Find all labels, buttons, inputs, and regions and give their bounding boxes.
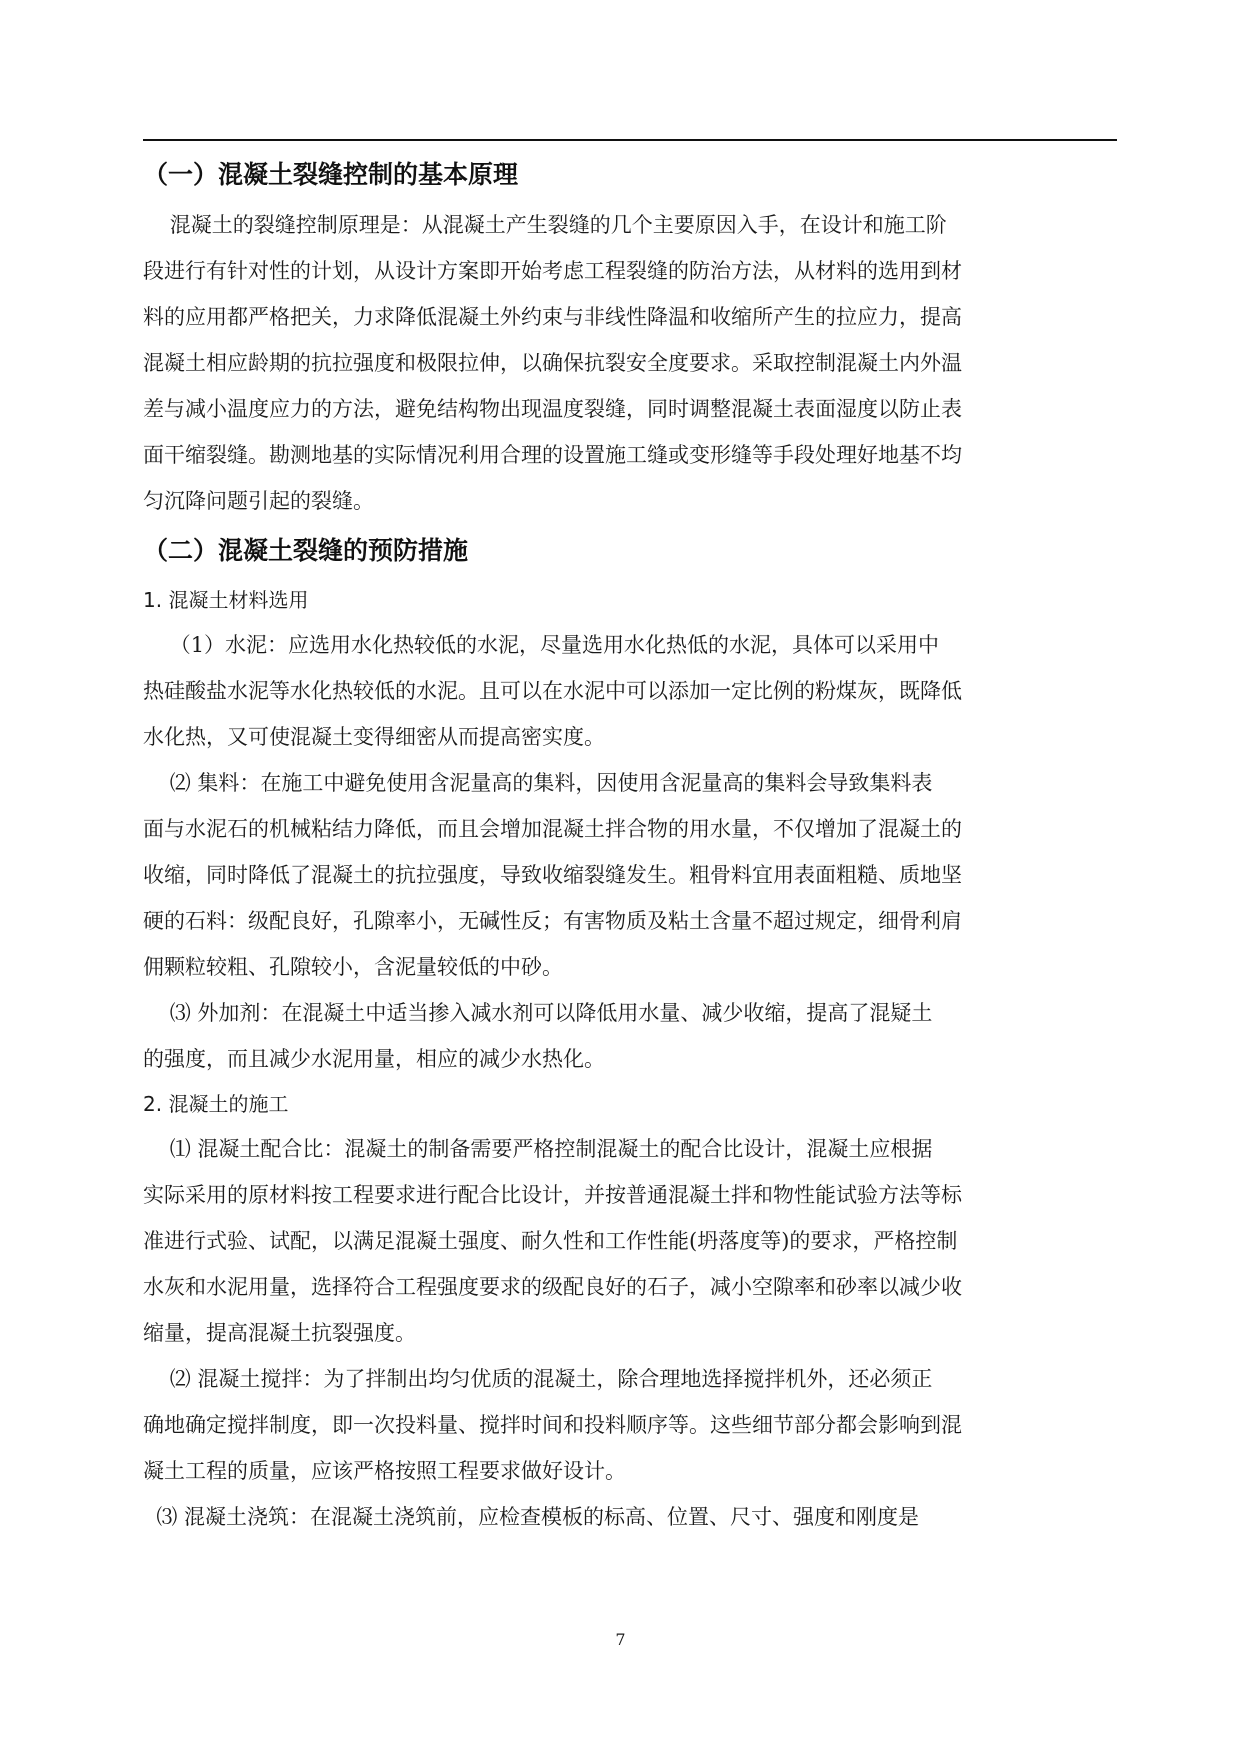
pouring-paragraph: ⑶ 混凝土浇筑：在混凝土浇筑前，应检查模板的标高、位置、尺寸、强度和刚度是	[143, 1505, 920, 1529]
section-heading-principles: （一）混凝土裂缝控制的基本原理	[143, 160, 519, 189]
mix-ratio-paragraph: ⑴ 混凝土配合比：混凝土的制备需要严格控制混凝土的配合比设计，混凝土应根据 实际采用的原材料按工程要求进行配合比设计，并按普通混凝土拌和物性能试验方法等标 准进行式验、试配，以满足混凝土强度、耐久性和工作性能(坍落度等)的要求，严格控制 水灰和水泥用量，选择符合工程强度要求的级配良好的石子，减小空隙率和砂率以减少收 缩量，提高混凝土抗裂强度。	[143, 1137, 962, 1345]
mixing-paragraph: ⑵ 混凝土搅拌：为了拌制出均匀优质的混凝土，除合理地选择搅拌机外，还必须正 确地确定搅拌制度，即一次投料量、搅拌时间和投料顺序等。这些细节部分都会影响到混 凝土工程的质量，应该严格按照工程要求做好设计。	[143, 1367, 962, 1483]
section-heading-prevention: （二）混凝土裂缝的预防措施	[143, 536, 469, 565]
principles-paragraph: 混凝土的裂缝控制原理是：从混凝土产生裂缝的几个主要原因入手，在设计和施工阶 段进行有针对性的计划，从设计方案即开始考虑工程裂缝的防治方法，从材料的选用到材 料的应用都严格把关，力求降低混凝土外约束与非线性降温和收缩所产生的拉应力，提高 混凝土相应龄期的抗拉强度和极限拉伸，以确保抗裂安全度要求。采取控制混凝土内外温 差与减小温度应力的方法，避免结构物出现温度裂缝，同时调整混凝土表面湿度以防止表 面干缩裂缝。勘测地基的实际情况利用合理的设置施工缝或变形缝等手段处理好地基不均 匀沉降问题引起的裂缝。	[143, 213, 962, 513]
subsection-title-construction: 2. 混凝土的施工	[143, 1092, 289, 1116]
cement-paragraph: （1）水泥：应选用水化热较低的水泥，尽量选用水化热低的水泥，具体可以采用中 热硅酸盐水泥等水化热较低的水泥。且可以在水泥中可以添加一定比例的粉煤灰，既降低 水化热，又可使混凝土变得细密从而提高密实度。	[143, 633, 962, 749]
aggregate-paragraph: ⑵ 集料：在施工中避免使用含泥量高的集料，因使用含泥量高的集料会导致集料表 面与水泥石的机械粘结力降低，而且会增加混凝土拌合物的用水量，不仅增加了混凝土的 收缩，同时降低了混凝土的抗拉强度，导致收缩裂缝发生。粗骨料宜用表面粗糙、质地坚 硬的石料：级配良好，孔隙率小，无碱性反；有害物质及粘土含量不超过规定，细骨利肩 佣颗粒较粗、孔隙较小，含泥量较低的中砂。	[143, 771, 962, 979]
header-rule	[143, 139, 1117, 141]
page-number: 7	[615, 1630, 626, 1649]
admixture-paragraph: ⑶ 外加剂：在混凝土中适当掺入减水剂可以降低用水量、减少收缩，提高了混疑土 的强度，而且减少水泥用量，相应的减少水热化。	[143, 1001, 933, 1071]
document-body	[143, 148, 1117, 1540]
subsection-title-materials: 1. 混凝土材料选用	[143, 588, 309, 612]
